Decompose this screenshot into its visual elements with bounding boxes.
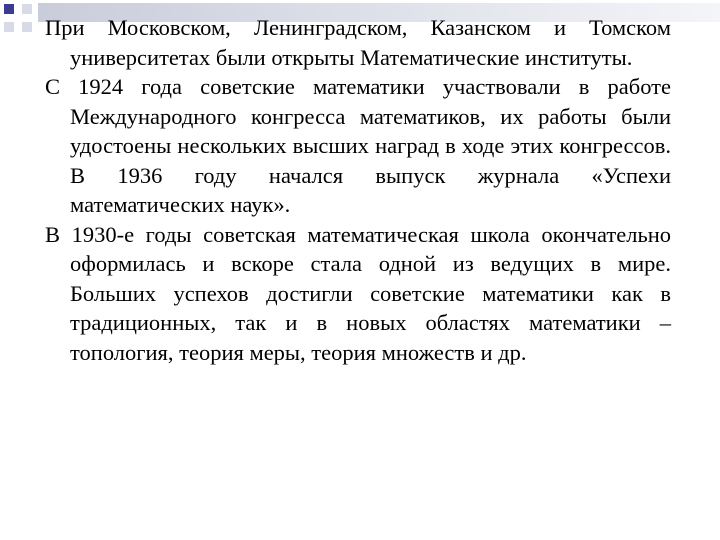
paragraph-institutes: При Московском, Ленинградском, Казанском и Томском университетах были открыты Математические институты. (45, 15, 671, 70)
paragraph-congress: С 1924 года советские математики участвовали в работе Международного конгресса математиков, их работы были удостоены нескольких высших наград в ходе этих конгрессов. В 1936 году начался выпуск журнала «Успехи математических наук». (45, 74, 671, 217)
decorative-square (4, 4, 14, 14)
slide-body (45, 13, 671, 367)
decorative-square (22, 4, 32, 14)
paragraph-school: В 1930-е годы советская математическая школа окончательно оформилась и вскоре стала одной из ведущих в мире. Больших успехов достигли советские математики как в традиционных, так и в новых областях математики – топология, теория меры, теория множеств и др. (45, 221, 671, 365)
decorative-square (4, 22, 14, 32)
decorative-square (22, 22, 32, 32)
